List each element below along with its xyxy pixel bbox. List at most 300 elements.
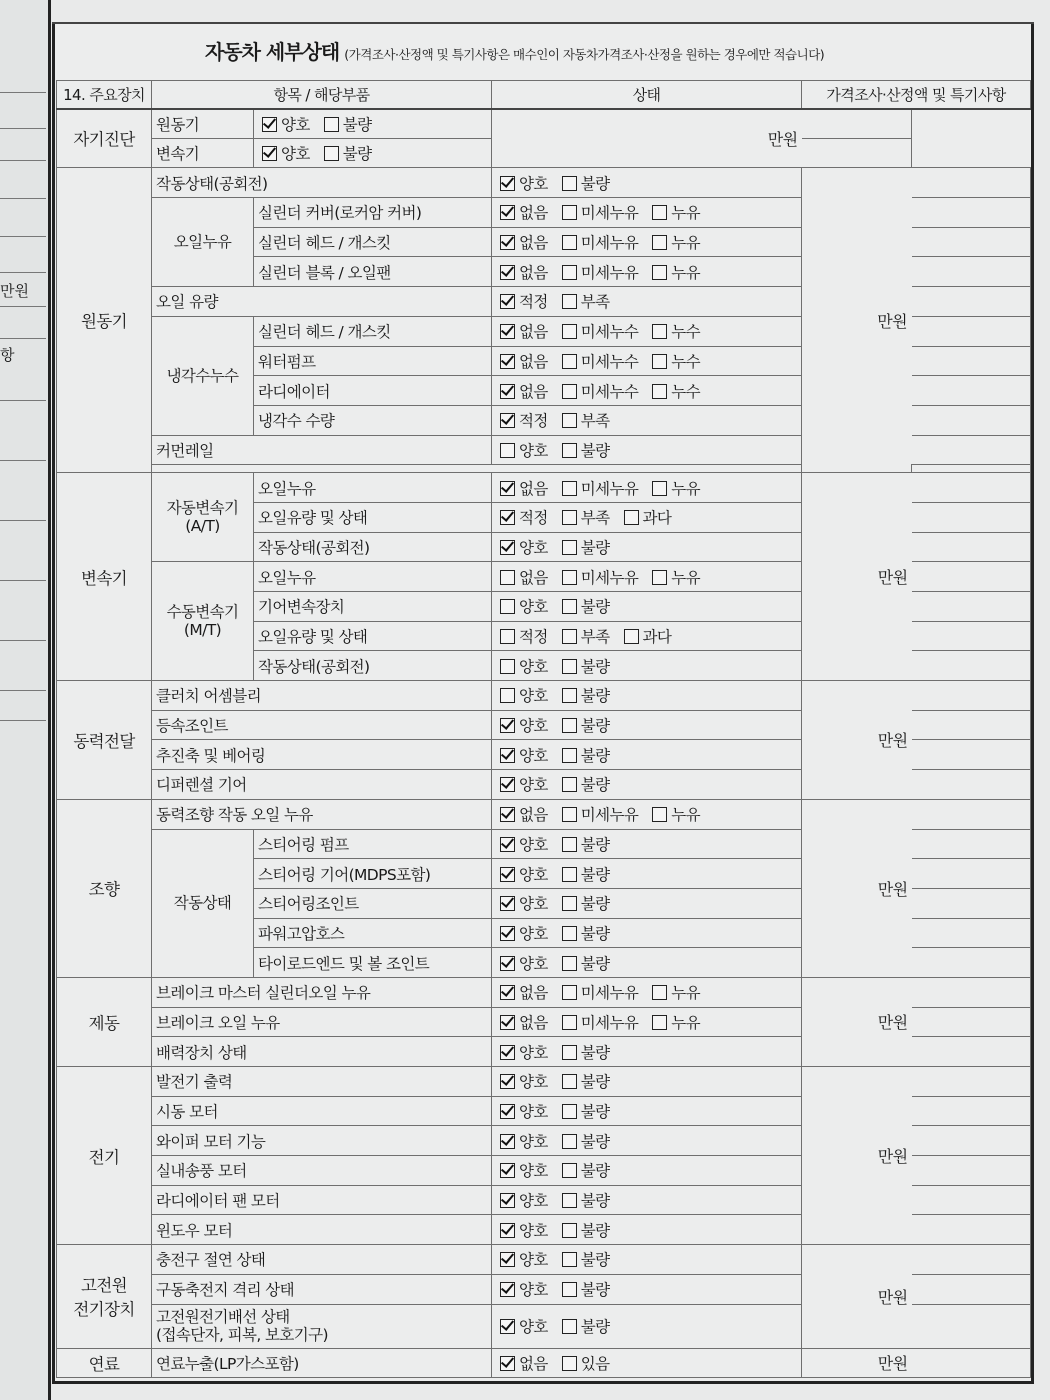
status-option[interactable] (562, 201, 639, 223)
status-option[interactable] (562, 863, 610, 885)
notes-line[interactable] (912, 1348, 1031, 1378)
status-options (492, 227, 802, 257)
empty-checkbox-icon[interactable] (652, 570, 667, 585)
checked-checkbox-icon[interactable] (262, 146, 277, 161)
status-option[interactable] (500, 803, 548, 825)
status-option[interactable] (500, 261, 548, 283)
status-options (492, 532, 802, 562)
empty-checkbox-icon[interactable] (562, 1193, 577, 1208)
status-option[interactable] (652, 201, 700, 223)
empty-checkbox-icon[interactable] (562, 294, 577, 309)
status-option[interactable] (500, 1219, 548, 1241)
item-label: 커먼레일 (152, 435, 492, 465)
checked-checkbox-icon[interactable] (500, 294, 515, 309)
notes-line[interactable] (912, 562, 1031, 592)
status-option[interactable] (500, 290, 548, 312)
checked-checkbox-icon[interactable] (500, 926, 515, 941)
status-option[interactable] (500, 1070, 548, 1092)
item-label: 스티어링 기어(MDPS포함) (254, 859, 492, 889)
empty-checkbox-icon[interactable] (562, 413, 577, 428)
table-row (57, 168, 1031, 198)
option-label: 불량 (580, 1318, 610, 1336)
notes-line[interactable] (912, 346, 1031, 376)
option-label: 양호 (519, 954, 548, 973)
empty-checkbox-icon[interactable] (562, 718, 577, 733)
status-options (492, 1156, 802, 1186)
status-option[interactable] (652, 566, 700, 588)
status-option[interactable] (324, 113, 372, 135)
status-option[interactable] (562, 1159, 610, 1181)
empty-checkbox-icon[interactable] (562, 510, 577, 525)
checked-checkbox-icon[interactable] (500, 777, 515, 792)
empty-checkbox-icon[interactable] (562, 956, 577, 971)
checked-checkbox-icon[interactable] (500, 1163, 515, 1178)
notes-line[interactable] (912, 376, 1031, 406)
status-option[interactable] (562, 536, 610, 558)
status-option[interactable] (652, 231, 700, 253)
empty-checkbox-icon[interactable] (562, 443, 577, 458)
checked-checkbox-icon[interactable] (500, 1252, 515, 1267)
status-option[interactable] (652, 477, 700, 499)
empty-checkbox-icon[interactable] (562, 384, 577, 399)
empty-checkbox-icon[interactable] (562, 1252, 577, 1267)
checked-checkbox-icon[interactable] (500, 176, 515, 191)
status-option[interactable] (562, 1041, 610, 1063)
checked-checkbox-icon[interactable] (500, 1074, 515, 1089)
status-option[interactable] (500, 625, 548, 647)
status-option[interactable] (500, 1041, 548, 1063)
status-option[interactable] (562, 1100, 610, 1122)
status-option[interactable] (562, 1278, 610, 1300)
empty-checkbox-icon[interactable] (562, 540, 577, 555)
status-option[interactable] (500, 655, 548, 677)
notes-line[interactable] (912, 918, 1031, 948)
empty-checkbox-icon[interactable] (652, 985, 667, 1000)
status-option[interactable] (562, 477, 639, 499)
price-cell[interactable]: 만원 (802, 1348, 912, 1378)
empty-checkbox-icon[interactable] (562, 599, 577, 614)
status-option[interactable] (500, 1130, 548, 1152)
checked-checkbox-icon[interactable] (500, 1282, 515, 1297)
status-option[interactable] (562, 231, 639, 253)
option-label: 누수 (671, 352, 701, 371)
status-option[interactable] (500, 536, 548, 558)
notes-line[interactable] (912, 287, 1031, 317)
price-cell[interactable]: 만원 (802, 977, 912, 1066)
empty-checkbox-icon[interactable] (562, 985, 577, 1000)
status-options (492, 1348, 802, 1378)
notes-line[interactable] (912, 168, 1031, 198)
status-option[interactable] (500, 320, 548, 342)
notes-line[interactable] (802, 138, 912, 168)
price-cell[interactable]: 만원 (802, 1245, 912, 1348)
checked-checkbox-icon[interactable] (500, 384, 515, 399)
status-option[interactable] (500, 439, 548, 461)
item-label: 실린더 헤드 / 개스킷 (254, 316, 492, 346)
status-option[interactable] (562, 350, 639, 372)
status-options (492, 1007, 802, 1037)
price-cell[interactable]: 만원 (802, 681, 912, 800)
checked-checkbox-icon[interactable] (500, 718, 515, 733)
status-option[interactable] (500, 380, 548, 402)
option-label: 불량 (580, 1162, 610, 1181)
empty-checkbox-icon[interactable] (562, 1104, 577, 1119)
notes-line[interactable] (912, 859, 1031, 889)
adjacent-page-strip (0, 0, 51, 1400)
status-option[interactable] (562, 773, 610, 795)
price-cell[interactable]: 만원 (802, 473, 912, 681)
option-label: 불량 (342, 145, 372, 164)
status-option[interactable] (562, 439, 610, 461)
notes-line[interactable] (912, 257, 1031, 287)
checked-checkbox-icon[interactable] (500, 481, 515, 496)
status-option[interactable] (562, 595, 610, 617)
option-label: 없음 (519, 352, 548, 371)
option-label: 양호 (519, 1318, 548, 1336)
status-option[interactable] (500, 477, 548, 499)
status-option[interactable] (562, 506, 610, 528)
status-options (492, 740, 802, 770)
checked-checkbox-icon[interactable] (262, 117, 277, 132)
checked-checkbox-icon[interactable] (500, 1223, 515, 1238)
status-option[interactable] (562, 981, 639, 1003)
empty-checkbox-icon[interactable] (652, 205, 667, 220)
status-options (492, 621, 802, 651)
notes-line[interactable] (912, 1274, 1031, 1304)
empty-checkbox-icon[interactable] (562, 1282, 577, 1297)
empty-checkbox-icon[interactable] (652, 354, 667, 369)
checked-checkbox-icon[interactable] (500, 205, 515, 220)
status-option[interactable] (500, 1159, 548, 1181)
checked-checkbox-icon[interactable] (500, 1193, 515, 1208)
checked-checkbox-icon[interactable] (500, 807, 515, 822)
category-label: 동력전달 (57, 681, 152, 800)
notes-line[interactable] (912, 1096, 1031, 1126)
status-option[interactable] (562, 655, 610, 677)
empty-checkbox-icon[interactable] (562, 1223, 577, 1238)
checked-checkbox-icon[interactable] (500, 748, 515, 763)
status-option[interactable] (562, 1248, 610, 1270)
category-label: 조향 (57, 799, 152, 977)
notes-line[interactable] (912, 977, 1031, 1007)
status-option[interactable] (562, 684, 610, 706)
table-row (57, 977, 1031, 1007)
status-option[interactable] (500, 172, 548, 194)
status-option[interactable] (562, 625, 610, 647)
status-option[interactable] (562, 1070, 610, 1092)
notes-line[interactable] (912, 651, 1031, 681)
empty-checkbox-icon[interactable] (500, 629, 515, 644)
notes-line[interactable] (912, 1156, 1031, 1186)
status-option[interactable] (500, 1248, 548, 1270)
empty-checkbox-icon[interactable] (562, 1134, 577, 1149)
status-option[interactable] (562, 1315, 610, 1337)
checked-checkbox-icon[interactable] (500, 837, 515, 852)
empty-checkbox-icon[interactable] (562, 205, 577, 220)
status-option[interactable] (562, 952, 610, 974)
empty-checkbox-icon[interactable] (562, 807, 577, 822)
notes-line[interactable] (802, 109, 912, 139)
notes-line[interactable] (912, 1304, 1031, 1348)
table-row (57, 681, 1031, 711)
notes-line[interactable] (912, 1245, 1031, 1275)
empty-checkbox-icon[interactable] (562, 926, 577, 941)
checked-checkbox-icon[interactable] (500, 1319, 515, 1334)
notes-line[interactable] (912, 740, 1031, 770)
item-label: 연료누출(LP가스포함) (152, 1348, 492, 1378)
checked-checkbox-icon[interactable] (500, 413, 515, 428)
empty-checkbox-icon[interactable] (324, 146, 339, 161)
checked-checkbox-icon[interactable] (500, 510, 515, 525)
status-option[interactable] (500, 892, 548, 914)
checked-checkbox-icon[interactable] (500, 354, 515, 369)
status-option[interactable] (562, 744, 610, 766)
notes-line[interactable] (912, 888, 1031, 918)
status-option[interactable] (562, 380, 639, 402)
status-option[interactable] (562, 1352, 610, 1374)
status-option[interactable] (652, 261, 700, 283)
status-option[interactable] (500, 1189, 548, 1211)
notes-line[interactable] (912, 1067, 1031, 1097)
status-option[interactable] (562, 320, 639, 342)
checked-checkbox-icon[interactable] (500, 324, 515, 339)
item-label: 오일누유 (254, 562, 492, 592)
notes-line[interactable] (912, 198, 1031, 228)
status-option[interactable] (652, 981, 700, 1003)
item-label: 실린더 블록 / 오일팬 (254, 257, 492, 287)
checked-checkbox-icon[interactable] (500, 956, 515, 971)
empty-checkbox-icon[interactable] (500, 443, 515, 458)
table-header-row (57, 81, 1031, 109)
empty-checkbox-icon[interactable] (562, 481, 577, 496)
checked-checkbox-icon[interactable] (500, 985, 515, 1000)
option-label: 양호 (519, 657, 548, 676)
status-option[interactable] (500, 744, 548, 766)
empty-checkbox-icon[interactable] (562, 1015, 577, 1030)
empty-checkbox-icon[interactable] (562, 867, 577, 882)
empty-checkbox-icon[interactable] (562, 659, 577, 674)
status-option[interactable] (652, 350, 700, 372)
option-label: 누유 (671, 568, 701, 587)
status-option[interactable] (500, 1352, 548, 1374)
status-option[interactable] (652, 320, 700, 342)
empty-checkbox-icon[interactable] (562, 688, 577, 703)
checked-checkbox-icon[interactable] (500, 1045, 515, 1060)
empty-checkbox-icon[interactable] (624, 629, 639, 644)
status-options (492, 473, 802, 503)
notes-line[interactable] (912, 405, 1031, 435)
option-label: 과다 (642, 509, 672, 528)
option-label: 불량 (580, 1281, 610, 1300)
status-option[interactable] (562, 892, 610, 914)
option-label: 미세누수 (580, 323, 639, 342)
price-cell[interactable]: 만원 (802, 1067, 912, 1245)
status-option[interactable] (562, 290, 610, 312)
notes-line[interactable] (912, 592, 1031, 622)
empty-checkbox-icon[interactable] (562, 837, 577, 852)
status-option[interactable] (500, 714, 548, 736)
empty-checkbox-icon[interactable] (562, 570, 577, 585)
status-option[interactable] (562, 172, 610, 194)
empty-checkbox-icon[interactable] (652, 384, 667, 399)
empty-checkbox-icon[interactable] (562, 1045, 577, 1060)
price-cell[interactable]: 만원 (492, 109, 802, 168)
notes-line[interactable] (912, 621, 1031, 651)
subcategory-label: 수동변속기 (M/T) (152, 562, 254, 681)
notes-line[interactable] (912, 227, 1031, 257)
empty-checkbox-icon[interactable] (624, 510, 639, 525)
empty-checkbox-icon[interactable] (652, 1015, 667, 1030)
notes-line[interactable] (912, 1007, 1031, 1037)
notes-line[interactable] (912, 473, 1031, 503)
notes-line[interactable] (912, 1126, 1031, 1156)
status-option[interactable] (562, 922, 610, 944)
checked-checkbox-icon[interactable] (500, 540, 515, 555)
option-label: 불량 (580, 687, 610, 706)
status-option[interactable] (562, 261, 639, 283)
status-option[interactable] (652, 803, 700, 825)
notes-line[interactable] (912, 799, 1031, 829)
empty-checkbox-icon[interactable] (500, 659, 515, 674)
checked-checkbox-icon[interactable] (500, 867, 515, 882)
status-option[interactable] (500, 684, 548, 706)
status-option[interactable] (562, 714, 610, 736)
status-option[interactable] (652, 380, 700, 402)
status-option[interactable] (262, 142, 310, 164)
checked-checkbox-icon[interactable] (500, 235, 515, 250)
item-label: 브레이크 마스터 실린더오일 누유 (152, 977, 492, 1007)
item-label: 구동축전지 격리 상태 (152, 1274, 492, 1304)
status-option[interactable] (562, 1011, 639, 1033)
status-option[interactable] (500, 833, 548, 855)
notes-line[interactable] (912, 435, 1031, 465)
price-cell[interactable]: 만원 (802, 168, 912, 473)
option-label: 양호 (519, 598, 548, 617)
status-option[interactable] (500, 1315, 548, 1337)
notes-line[interactable] (912, 316, 1031, 346)
item-label: 실린더 커버(로커암 커버) (254, 198, 492, 228)
status-option[interactable] (500, 595, 548, 617)
empty-checkbox-icon[interactable] (562, 235, 577, 250)
empty-checkbox-icon[interactable] (500, 570, 515, 585)
empty-checkbox-icon[interactable] (562, 324, 577, 339)
status-option[interactable] (562, 566, 639, 588)
empty-checkbox-icon[interactable] (562, 354, 577, 369)
item-label: 등속조인트 (152, 710, 492, 740)
empty-checkbox-icon[interactable] (652, 265, 667, 280)
status-option[interactable] (562, 409, 610, 431)
empty-checkbox-icon[interactable] (562, 748, 577, 763)
empty-checkbox-icon[interactable] (500, 599, 515, 614)
empty-checkbox-icon[interactable] (562, 1163, 577, 1178)
item-label: 윈도우 모터 (152, 1215, 492, 1245)
status-option[interactable] (500, 952, 548, 974)
empty-checkbox-icon[interactable] (562, 1074, 577, 1089)
empty-checkbox-icon[interactable] (562, 777, 577, 792)
option-label: 양호 (519, 746, 548, 765)
title-note: (가격조사·산정액 및 특기사항은 매수인이 자동차가격조사·산정을 원하는 경우에만 적습니다) (344, 47, 825, 62)
status-option[interactable] (500, 773, 548, 795)
status-option[interactable] (500, 1278, 548, 1300)
empty-checkbox-icon[interactable] (652, 807, 667, 822)
status-option[interactable] (262, 113, 310, 135)
notes-line[interactable] (912, 710, 1031, 740)
checked-checkbox-icon[interactable] (500, 1356, 515, 1371)
price-cell[interactable]: 만원 (802, 799, 912, 977)
notes-line[interactable] (912, 1215, 1031, 1245)
empty-checkbox-icon[interactable] (324, 117, 339, 132)
status-option[interactable] (324, 142, 372, 164)
notes-line[interactable] (912, 829, 1031, 859)
notes-line[interactable] (912, 770, 1031, 800)
checked-checkbox-icon[interactable] (500, 1134, 515, 1149)
status-option[interactable] (562, 1189, 610, 1211)
empty-checkbox-icon[interactable] (562, 896, 577, 911)
item-label: 워터펌프 (254, 346, 492, 376)
status-options (492, 1215, 802, 1245)
notes-line[interactable] (912, 681, 1031, 711)
notes-line[interactable] (912, 532, 1031, 562)
status-option[interactable] (500, 566, 548, 588)
empty-checkbox-icon[interactable] (562, 265, 577, 280)
empty-checkbox-icon[interactable] (652, 235, 667, 250)
status-option[interactable] (562, 833, 610, 855)
option-label: 양호 (519, 1043, 548, 1062)
notes-line[interactable] (912, 502, 1031, 532)
status-option[interactable] (500, 506, 548, 528)
option-label: 불량 (580, 776, 610, 795)
option-label: 미세누유 (580, 263, 639, 282)
empty-checkbox-icon[interactable] (562, 176, 577, 191)
empty-checkbox-icon[interactable] (562, 1356, 577, 1371)
checked-checkbox-icon[interactable] (500, 265, 515, 280)
status-option[interactable] (562, 803, 639, 825)
status-option[interactable] (624, 506, 672, 528)
option-label: 양호 (519, 1221, 548, 1240)
status-option[interactable] (500, 922, 548, 944)
status-option[interactable] (500, 350, 548, 372)
empty-checkbox-icon[interactable] (500, 688, 515, 703)
status-option[interactable] (500, 409, 548, 431)
item-label: 동력조향 작동 오일 누유 (152, 799, 492, 829)
notes-line[interactable] (912, 1185, 1031, 1215)
empty-checkbox-icon[interactable] (562, 1319, 577, 1334)
empty-checkbox-icon[interactable] (562, 629, 577, 644)
notes-line[interactable] (912, 948, 1031, 978)
checked-checkbox-icon[interactable] (500, 1104, 515, 1119)
table-row (57, 1067, 1031, 1097)
status-option[interactable] (652, 1011, 700, 1033)
header-price-notes: 가격조사·산정액 및 특기사항 (802, 81, 1031, 109)
status-option[interactable] (500, 1011, 548, 1033)
status-options (492, 1304, 802, 1348)
status-option[interactable] (500, 1100, 548, 1122)
title-main: 자동차 세부상태 (205, 40, 340, 64)
checked-checkbox-icon[interactable] (500, 896, 515, 911)
checked-checkbox-icon[interactable] (500, 1015, 515, 1030)
status-option[interactable] (500, 863, 548, 885)
notes-line[interactable] (912, 1037, 1031, 1067)
status-option[interactable] (624, 625, 672, 647)
status-option[interactable] (562, 1130, 610, 1152)
empty-checkbox-icon[interactable] (652, 324, 667, 339)
empty-checkbox-icon[interactable] (652, 481, 667, 496)
status-option[interactable] (562, 1219, 610, 1241)
status-option[interactable] (500, 231, 548, 253)
status-option[interactable] (500, 981, 548, 1003)
status-option[interactable] (500, 201, 548, 223)
option-label: 양호 (519, 835, 548, 854)
